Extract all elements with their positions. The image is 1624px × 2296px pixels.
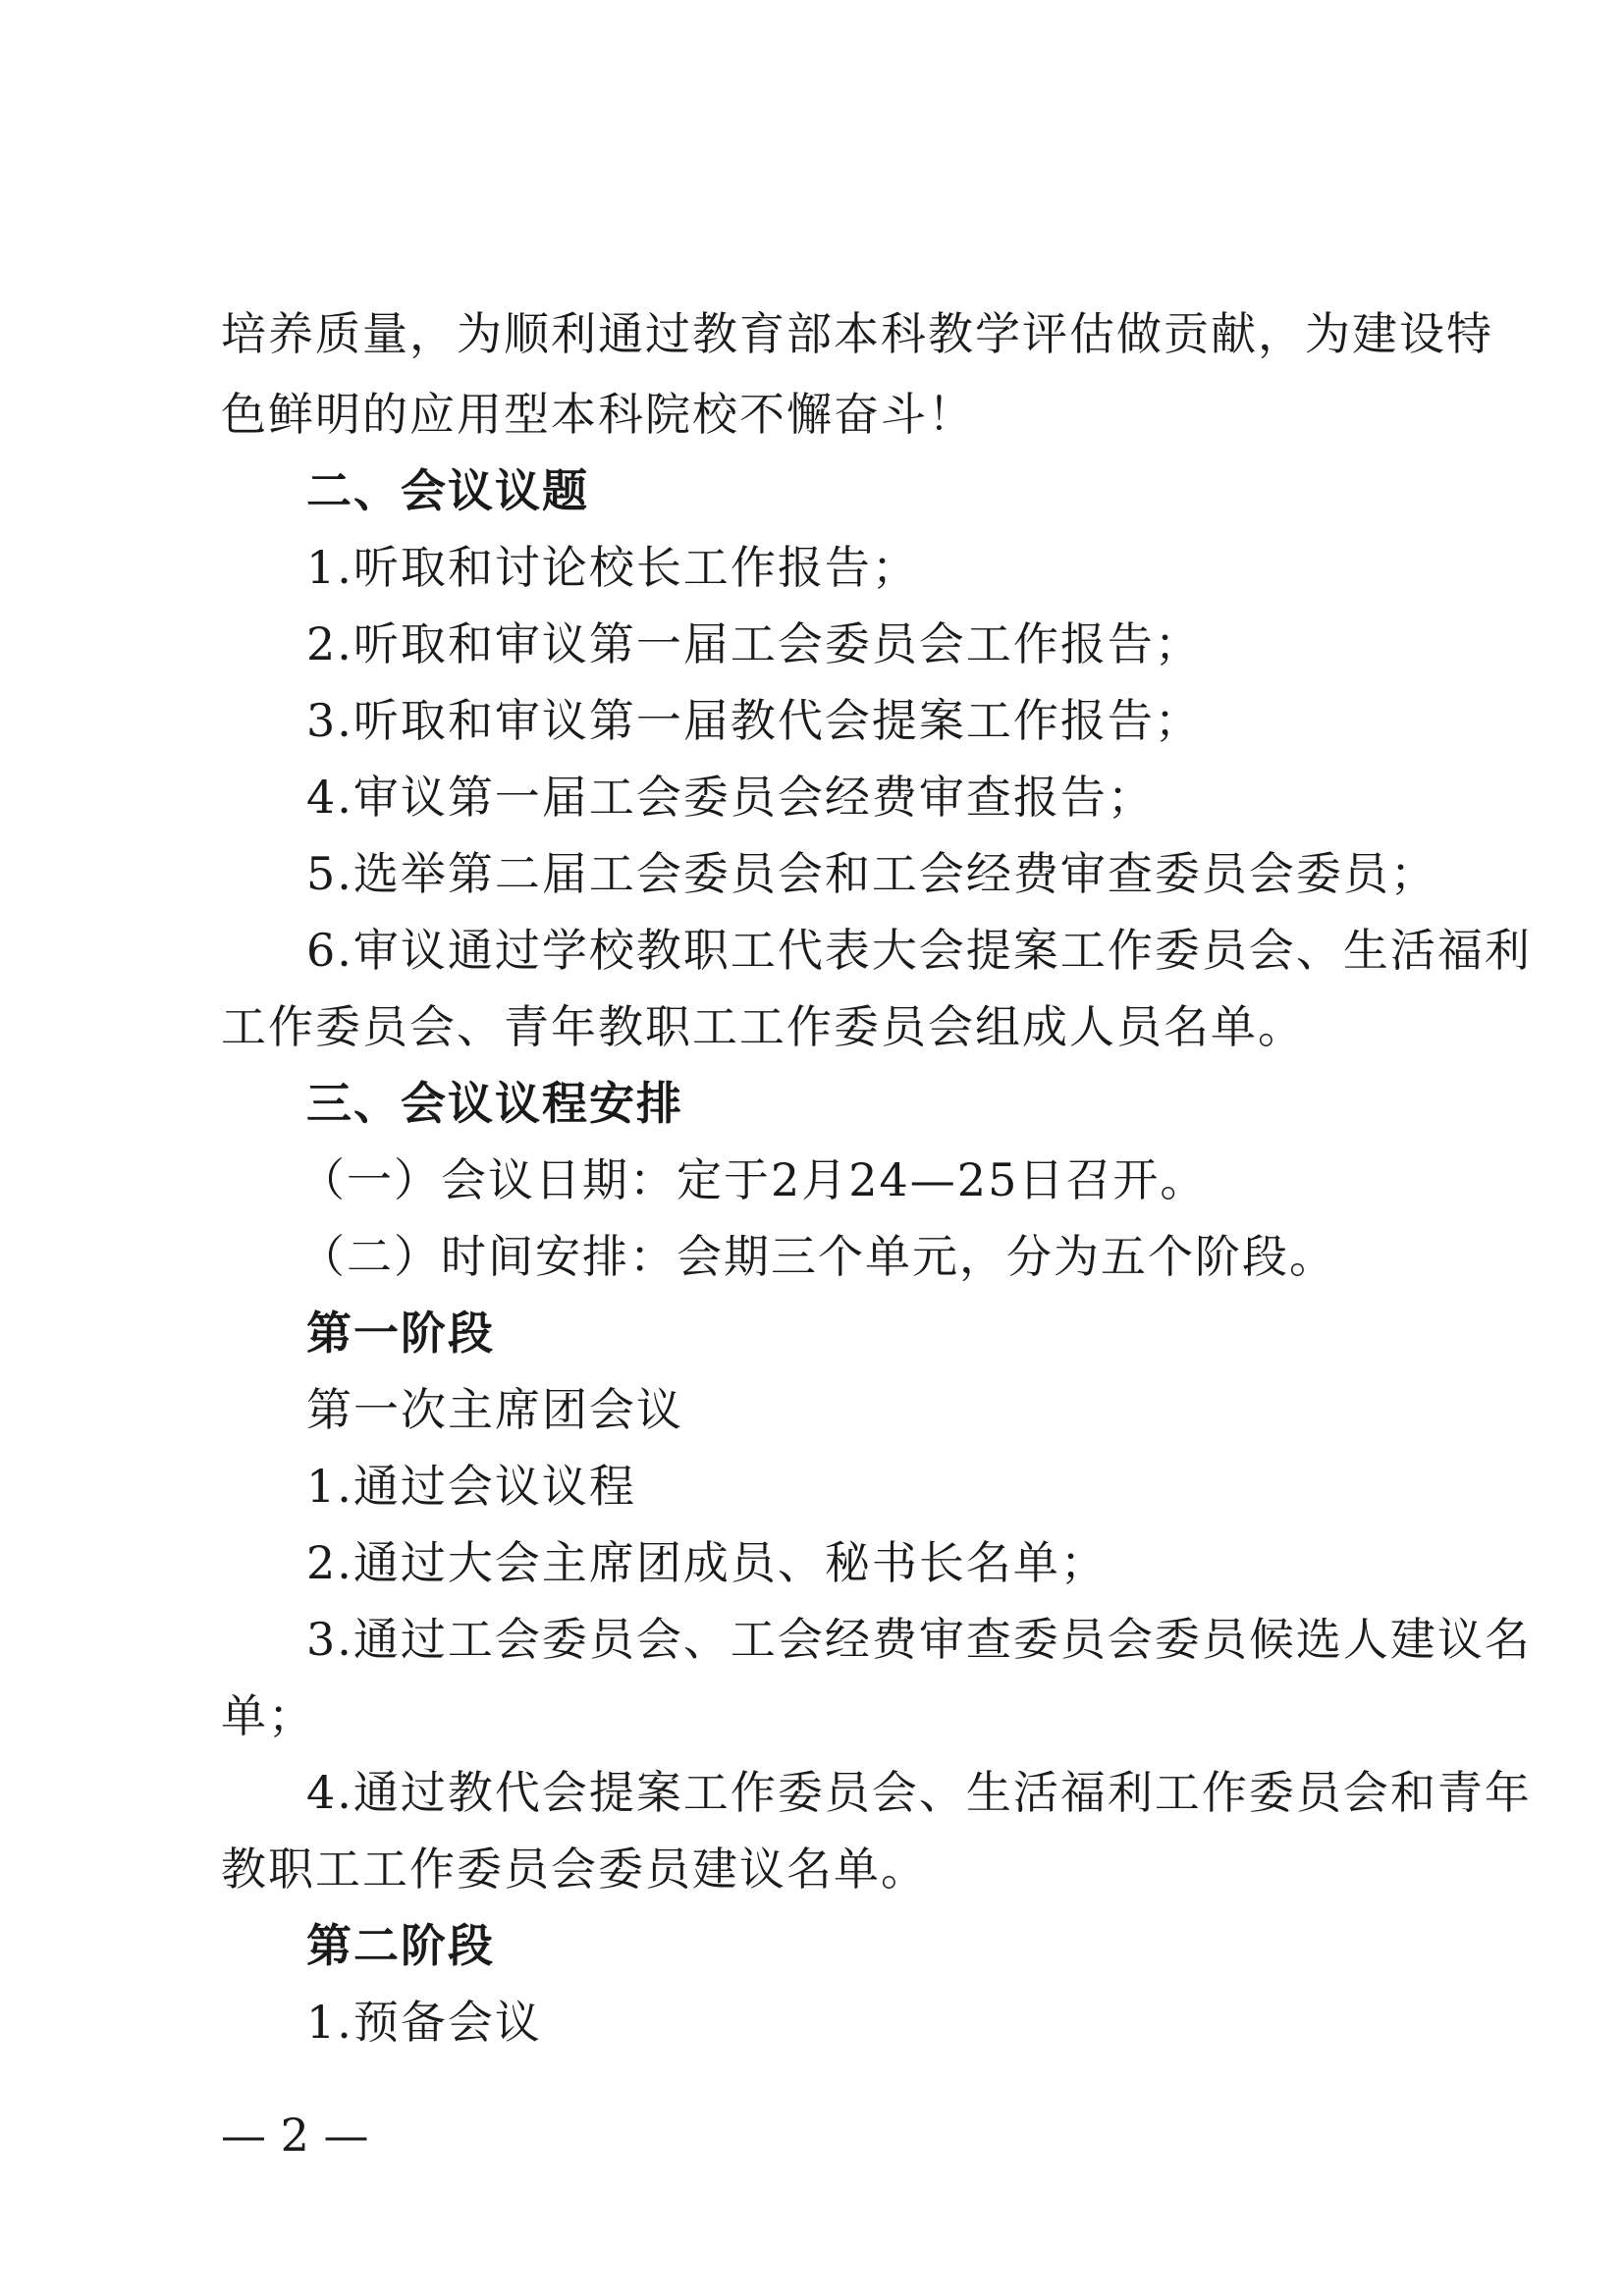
body-text-line: 色鲜明的应用型本科院校不懈奋斗！ <box>221 388 975 441</box>
stage-item: 1.预备会议 <box>306 1996 542 2049</box>
stage-item: 1.通过会议议程 <box>306 1460 636 1513</box>
agenda-item: 1.听取和讨论校长工作报告； <box>306 541 919 594</box>
agenda-item: 5.选举第二届工会委员会和工会经费审查委员会委员； <box>306 847 1437 900</box>
agenda-item-continued: 工作委员会、青年教职工工作委员会组成人员名单。 <box>221 1000 1305 1053</box>
stage-item-continued: 教职工工作委员会委员建议名单。 <box>221 1842 928 1896</box>
stage-heading-first: 第一阶段 <box>306 1307 495 1360</box>
body-text-line: 培养质量，为顺利通过教育部本科教学评估做贡献，为建设特 <box>221 307 1493 360</box>
agenda-item: 2.听取和审议第一届工会委员会工作报告； <box>306 617 1202 670</box>
stage-item-continued: 单； <box>221 1689 315 1742</box>
page-number: — 2 — <box>221 2109 369 2162</box>
stage-heading-second: 第二阶段 <box>306 1919 495 1972</box>
stage-subtitle: 第一次主席团会议 <box>306 1383 683 1436</box>
agenda-item: 4.审议第一届工会委员会经费审查报告； <box>306 771 1155 824</box>
schedule-time: （二）时间安排：会期三个单元，分为五个阶段。 <box>299 1230 1336 1283</box>
agenda-item: 6.审议通过学校教职工代表大会提案工作委员会、生活福利 <box>306 924 1532 977</box>
section-heading-schedule: 三、会议议程安排 <box>306 1077 683 1130</box>
schedule-date: （一）会议日期：定于2月24—25日召开。 <box>299 1153 1208 1206</box>
section-heading-agenda-topics: 二、会议议题 <box>306 464 589 517</box>
stage-item: 2.通过大会主席团成员、秘书长名单； <box>306 1536 1108 1589</box>
stage-item: 4.通过教代会提案工作委员会、生活福利工作委员会和青年 <box>306 1766 1532 1819</box>
stage-item: 3.通过工会委员会、工会经费审查委员会委员候选人建议名 <box>306 1613 1532 1666</box>
agenda-item: 3.听取和审议第一届教代会提案工作报告； <box>306 694 1202 747</box>
